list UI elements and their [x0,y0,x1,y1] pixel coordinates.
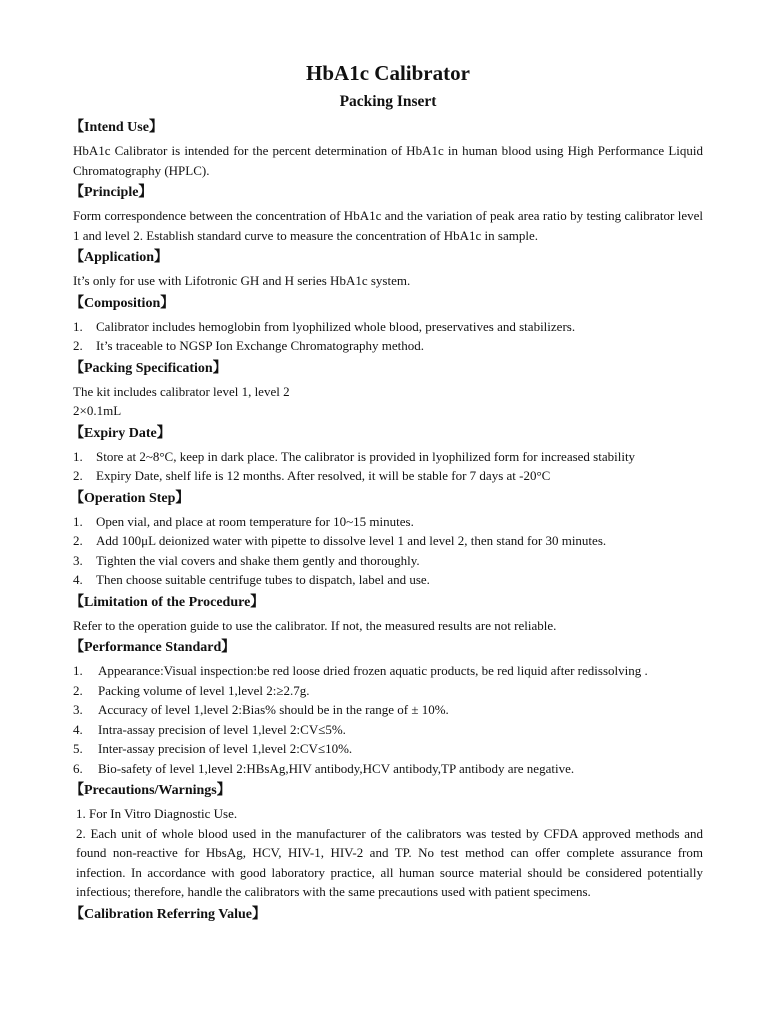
precaution-item: 1. For In Vitro Diagnostic Use. [76,806,238,821]
item-text: Add 100μL deionized water with pipette to dissolve level 1 and level 2, then stand for 30 minutes. [96,533,607,548]
section-heading-packing-specification: 【Packing Specification】 [70,360,227,376]
packing-spec-line: The kit includes calibrator level 1, level 2 [73,383,290,399]
item-text: Calibrator includes hemoglobin from lyophilized whole blood, preservatives and stabilizers. [96,318,576,334]
section-heading-intended-use: 【Intend Use】 [70,120,163,135]
item-number: 1. [73,513,83,529]
document-subtitle: Packing Insert [339,93,437,110]
composition-item [73,336,703,356]
section-heading-calibration-referring-value: 【Calibration Referring Value】 [70,906,266,922]
item-text: Accuracy of level 1,level 2:Bias% should be in the range of ± 10%. [98,702,449,717]
performance-item [73,681,703,701]
item-text: Bio-safety of level 1,level 2:HBsAg,HIV antibody,HCV antibody,TP antibody are negative. [98,760,575,776]
item-number: 5. [73,741,83,756]
principle-text: Form correspondence between the concentration of HbA1c and the variation of peak area ratio by testing calibrator level 1 and level 2. Establish standard curve to measure the concentration of HbA1c in sample. [73,208,703,243]
section-heading-operation-step: 【Operation Step】 [70,490,190,506]
performance-item [73,759,703,779]
item-number: 1. [73,448,83,464]
item-text: Intra-assay precision of level 1,level 2:CV≤5%. [98,721,346,737]
section-heading-application: 【Application】 [70,250,169,265]
item-text: It’s traceable to NGSP Ion Exchange Chromatography method. [96,338,425,353]
packing-spec-volume: 2×0.1mL [73,403,122,418]
item-number: 2. [73,338,83,353]
section-heading-performance-standard: 【Performance Standard】 [70,640,236,655]
composition-item [73,317,703,337]
section-heading-expiry-date: 【Expiry Date】 [70,425,171,441]
section-heading-precautions: 【Precautions/Warnings】 [70,783,231,798]
item-number: 3. [73,552,83,568]
item-number: 1. [73,663,83,678]
item-text: Store at 2~8°C, keep in dark place. The calibrator is provided in lyophilized form for increased stability [96,448,636,464]
item-number: 6. [73,760,83,776]
item-number: 2. [73,682,83,698]
intended-use-text: HbA1c Calibrator is intended for the percent determination of HbA1c in human blood using High Performance Liquid Chromatography (HPLC). [73,143,703,178]
item-number: 3. [73,702,83,717]
item-text: Tighten the vial covers and shake them gently and thoroughly. [96,552,420,568]
item-number: 4. [73,721,83,737]
item-text: Expiry Date, shelf life is 12 months. After resolved, it will be stable for 7 days at -20°C [96,468,551,483]
item-text: Packing volume of level 1,level 2:≥2.7g. [98,682,310,698]
performance-item [73,720,703,740]
section-heading-composition: 【Composition】 [70,295,175,311]
performance-item [73,739,703,759]
operation-step-item [73,531,703,551]
document-title: HbA1c Calibrator [306,61,470,85]
item-text: Then choose suitable centrifuge tubes to dispatch, label and use. [96,572,430,587]
operation-step-item [73,551,703,571]
item-text: Inter-assay precision of level 1,level 2:CV≤10%. [98,741,353,756]
precaution-item: 2. Each unit of whole blood used in the manufacturer of the calibrators was tested by CFDA approved methods and found non-reactive for HbsAg, HCV, HIV-1, HIV-2 and TP. No test method can offer complete assurance from infection. In accordance with good laboratory practice, all human source material should be considered potentially infectious; therefore, handle the calibrators with the same precautions used with patient specimens. [76,825,703,899]
application-text: It’s only for use with Lifotronic GH and H series HbA1c system. [73,273,411,288]
performance-item [73,661,703,681]
item-number: 2. [73,468,83,483]
limitation-text: Refer to the operation guide to use the calibrator. If not, the measured results are not reliable. [73,617,557,633]
item-number: 1. [73,318,83,334]
operation-step-item [73,512,703,532]
item-text: Appearance:Visual inspection:be red loose dried frozen aquatic products, be red liquid after redissolving . [98,663,648,678]
packing-insert-document [70,58,703,928]
performance-item [73,700,703,720]
item-number: 4. [73,572,83,587]
item-number: 2. [73,533,83,548]
item-text: Open vial, and place at room temperature for 10~15 minutes. [96,513,414,529]
expiry-item [73,466,703,486]
operation-step-item [73,570,703,590]
section-heading-limitation: 【Limitation of the Procedure】 [70,594,265,610]
expiry-item [73,447,703,467]
section-heading-principle: 【Principle】 [70,185,153,200]
